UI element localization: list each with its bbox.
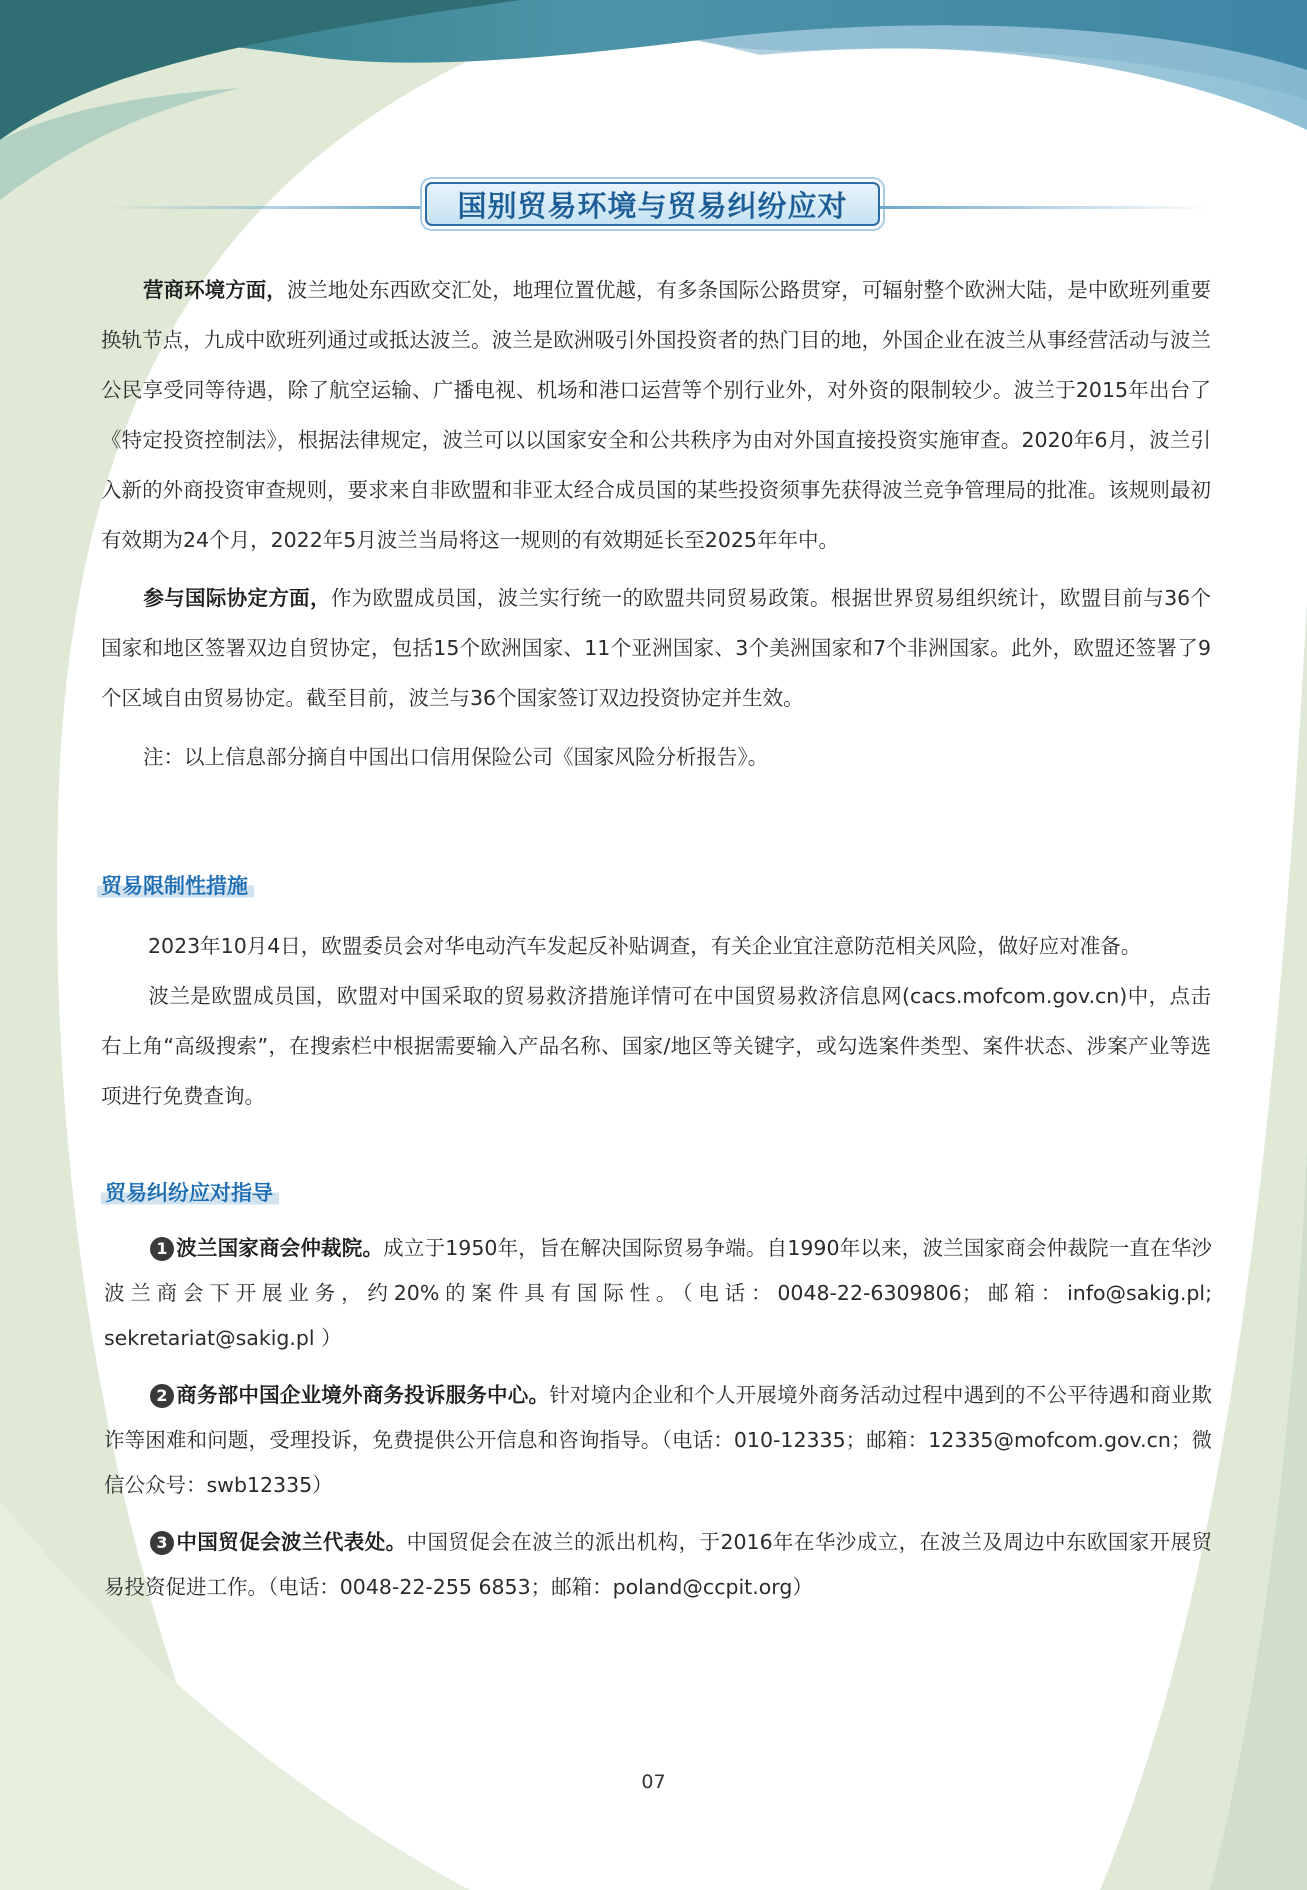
organization-description: 针对境内企业和个人开展境外商务活动过程中遇到的不公平待遇和商业欺诈等困难和问题，受理投诉，免费提供公开信息和咨询指导。（电话：010-12335；邮箱：12335@mofcom.gov.cn；微信公众号：swb12335）	[104, 1383, 1213, 1497]
organization-description: 成立于1950年，旨在解决国际贸易争端。自1990年以来，波兰国家商会仲裁院一直在华沙波兰商会下开展业务，约20%的案件具有国际性。（电话：0048-22-6309806；邮箱：info@sakig.pl; sekretariat@sakig.pl ）	[104, 1236, 1213, 1350]
number-badge: 1	[150, 1237, 174, 1261]
trade-restrictions-paragraph-2: 波兰是欧盟成员国，欧盟对中国采取的贸易救济措施详情可在中国贸易救济信息网(cacs.mofcom.gov.cn)中，点击右上角“高级搜索”，在搜索栏中根据需要输入产品名称、国家/地区等关键字，或勾选案件类型、案件状态、涉案产业等选项进行免费查询。	[101, 984, 1211, 1108]
dispute-guidance-item	[104, 1373, 1212, 1508]
page-title: 国别贸易环境与贸易纠纷应对	[425, 182, 880, 226]
intl-agreements-text: 作为欧盟成员国，波兰实行统一的欧盟共同贸易政策。根据世界贸易组织统计，欧盟目前与36个国家和地区签署双边自贸协定，包括15个欧洲国家、11个亚洲国家、3个美洲国家和7个非洲国家。此外，欧盟还签署了9个区域自由贸易协定。截至目前，波兰与36个国家签订双边投资协定并生效。	[101, 586, 1212, 710]
intl-agreements-paragraph	[101, 573, 1211, 723]
business-environment-lead: 营商环境方面，	[143, 278, 287, 302]
dispute-guidance-heading: 贸易纠纷应对指导	[101, 1177, 279, 1207]
business-environment-paragraph	[101, 265, 1211, 565]
source-note: 注：以上信息部分摘自中国出口信用保险公司《国家风险分析报告》。	[143, 745, 769, 769]
intl-agreements-lead: 参与国际协定方面，	[143, 586, 331, 610]
number-badge: 2	[150, 1384, 174, 1408]
trade-restrictions-paragraph-1: 2023年10月4日，欧盟委员会对华电动汽车发起反补贴调查，有关企业宜注意防范相关风险，做好应对准备。	[148, 934, 1142, 958]
business-environment-text: 波兰地处东西欧交汇处，地理位置优越，有多条国际公路贯穿，可辐射整个欧洲大陆，是中欧班列重要换轨节点，九成中欧班列通过或抵达波兰。波兰是欧洲吸引外国投资者的热门目的地，外国企业在波兰从事经营活动与波兰公民享受同等待遇，除了航空运输、广播电视、机场和港口运营等个别行业外，对外资的限制较少。波兰于2015年出台了《特定投资控制法》，根据法律规定，波兰可以以国家安全和公共秩序为由对外国直接投资实施审查。2020年6月，波兰引入新的外商投资审查规则，要求来自非欧盟和非亚太经合成员国的某些投资须事先获得波兰竞争管理局的批准。该规则最初有效期为24个月，2022年5月波兰当局将这一规则的有效期延长至2025年年中。	[101, 278, 1212, 552]
title-line-right	[880, 206, 1210, 209]
organization-name: 波兰国家商会仲裁院。	[176, 1236, 384, 1260]
dispute-guidance-item	[104, 1520, 1212, 1610]
organization-name: 商务部中国企业境外商务投诉服务中心。	[176, 1383, 550, 1407]
page-number: 07	[641, 1771, 666, 1793]
section-title-banner	[100, 182, 1210, 232]
number-badge: 3	[150, 1531, 174, 1555]
dispute-guidance-item	[104, 1226, 1212, 1361]
organization-name: 中国贸促会波兰代表处。	[176, 1530, 407, 1554]
trade-restrictions-heading: 贸易限制性措施	[97, 870, 254, 900]
title-line-left	[100, 206, 425, 209]
organization-description: 中国贸促会在波兰的派出机构，于2016年在华沙成立，在波兰及周边中东欧国家开展贸易投资促进工作。（电话：0048-22-255 6853；邮箱：poland@ccpit.org）	[104, 1530, 1213, 1599]
